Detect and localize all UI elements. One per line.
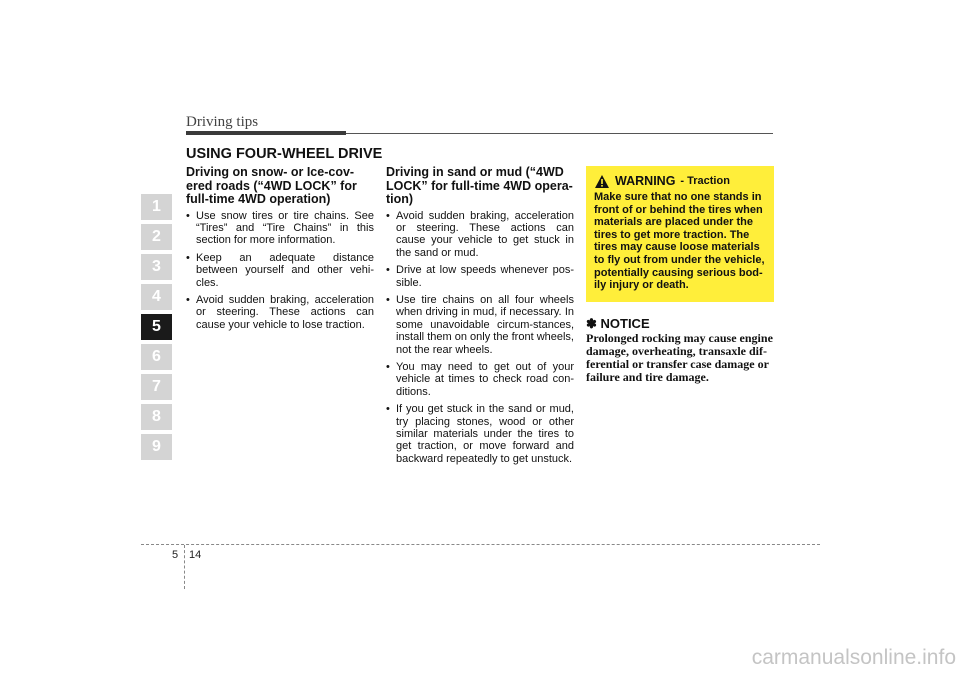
chapter-tab-8[interactable]: 8 <box>141 404 172 430</box>
header-rule-thick <box>186 131 346 135</box>
sand-mud-list <box>386 210 574 466</box>
warning-title: WARNING <box>615 174 676 189</box>
notice-block <box>586 315 774 385</box>
warning-title-row <box>594 174 768 189</box>
list-item: • If you get stuck in the sand or mud, try placing stones, wood or other similar materials under the tires to get traction, or move forward and backward repeatedly to get unstuck. <box>386 403 574 465</box>
column-sand-mud <box>386 166 574 470</box>
list-item: • You may need to get out of your vehicle at times to check road con-ditions. <box>386 361 574 398</box>
warning-subtitle: - Traction <box>680 175 730 188</box>
list-item: • Use tire chains on all four wheels when driving in mud, if necessary. In some unavoidable circum-stances, install them on only the front wheels, not the rear wheels. <box>386 294 574 356</box>
chapter-tab-3[interactable]: 3 <box>141 254 172 280</box>
warning-box <box>586 166 774 302</box>
list-item: • Avoid sudden braking, acceleration or steering. These actions can cause your vehicle to get stuck in the sand or mud. <box>386 210 574 260</box>
footer-divider <box>184 545 185 589</box>
chapter-tab-5[interactable]: 5 <box>141 314 172 340</box>
snow-ice-list <box>186 210 374 332</box>
snow-ice-heading: Driving on snow- or Ice-cov-ered roads (“4WD LOCK” for full-time 4WD operation) <box>186 165 357 206</box>
notice-title: ✽ NOTICE <box>586 315 650 331</box>
footer-rule <box>141 544 820 545</box>
chapter-tabs <box>141 194 172 464</box>
column-snow-ice <box>186 166 374 336</box>
section-heading: USING FOUR-WHEEL DRIVE <box>186 146 383 162</box>
warning-text: Make sure that no one stands in front of or behind the tires when materials are placed under the tires to get more traction. The tires may cause loose materials to fly out from under the vehicle, potentially causing serious bod-ily injury or death. <box>594 191 765 292</box>
list-item: • Drive at low speeds whenever pos-sible. <box>386 264 574 289</box>
footer-chapter-number: 5 <box>172 549 179 561</box>
chapter-tab-4[interactable]: 4 <box>141 284 172 310</box>
list-item: • Use snow tires or tire chains. See “Tires” and “Tire Chains” in this section for more information. <box>186 210 374 247</box>
chapter-tab-1[interactable]: 1 <box>141 194 172 220</box>
chapter-tab-2[interactable]: 2 <box>141 224 172 250</box>
header-title: Driving tips <box>186 114 259 130</box>
sand-mud-heading: Driving in sand or mud (“4WD LOCK” for full-time 4WD opera-tion) <box>386 165 573 206</box>
list-item: • Avoid sudden braking, acceleration or steering. These actions can cause your vehicle to lose traction. <box>186 294 374 331</box>
footer-page-number: 14 <box>189 549 202 561</box>
header-rule-thin <box>346 133 773 134</box>
watermark: carmanualsonline.info <box>751 646 956 669</box>
chapter-tab-6[interactable]: 6 <box>141 344 172 370</box>
list-item: • Keep an adequate distance between yourself and other vehi-cles. <box>186 252 374 289</box>
notice-text: Prolonged rocking may cause engine damage, overheating, transaxle dif-ferential or transfer case damage or failure and tire damage. <box>586 331 773 385</box>
warning-triangle-icon <box>594 174 610 189</box>
chapter-tab-9[interactable]: 9 <box>141 434 172 460</box>
column-warning-notice <box>586 166 774 384</box>
chapter-tab-7[interactable]: 7 <box>141 374 172 400</box>
